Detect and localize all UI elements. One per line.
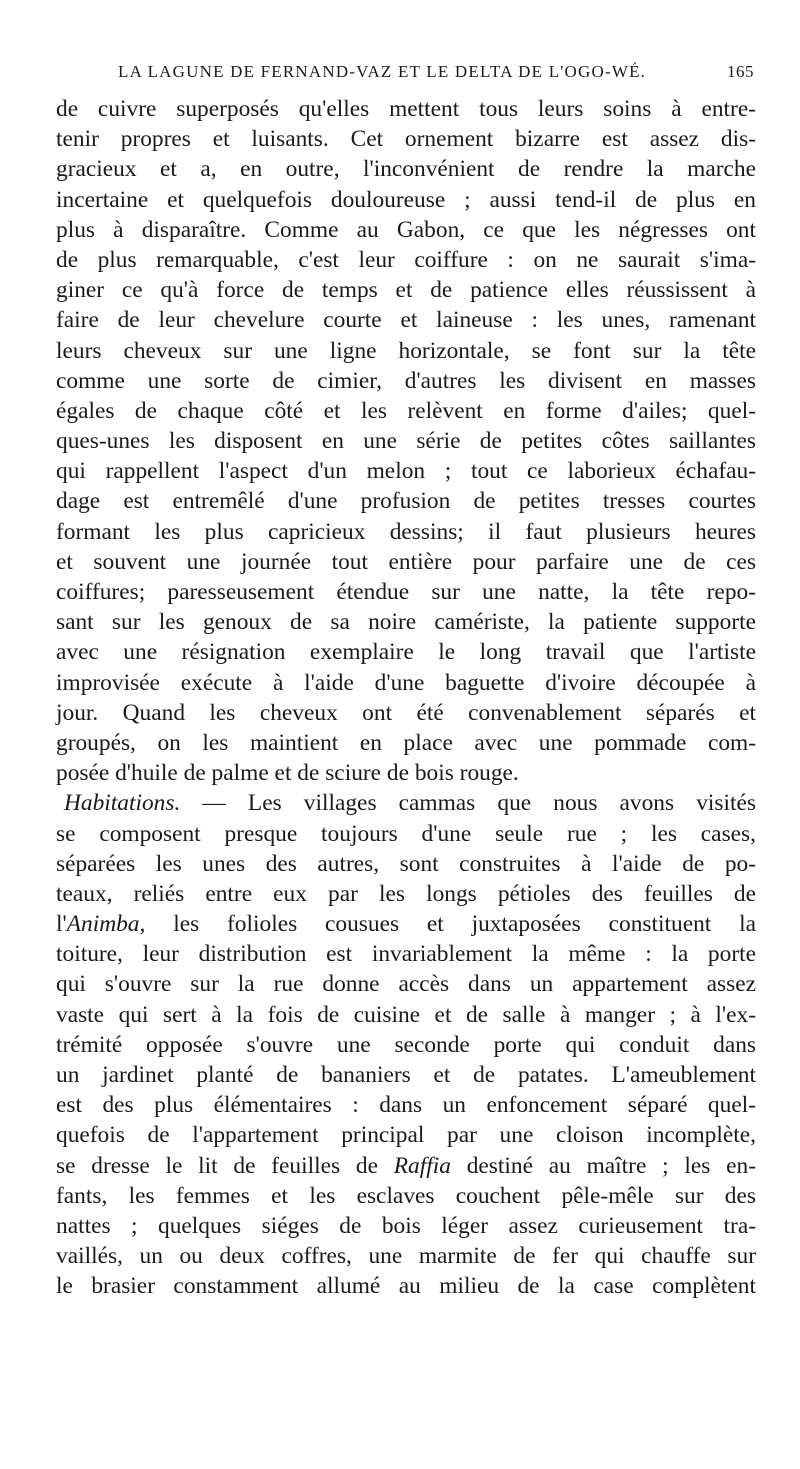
text-line: jour. Quand les cheveux ont été convenablement séparés et <box>56 699 756 726</box>
text-line: se composent presque toujours d'une seule rue ; les cases, <box>56 820 756 847</box>
raffia-line <box>56 1151 756 1181</box>
body-text <box>56 94 756 1302</box>
text-line: tenir propres et luisants. Cet ornement bizarre est assez dis- <box>56 126 756 153</box>
text-line: formant les plus capricieux dessins; il faut plusieurs heures <box>56 518 756 545</box>
text-line: séparées les unes des autres, sont construites à l'aide de po- <box>56 850 756 877</box>
text-line: de plus remarquable, c'est leur coiffure : on ne saurait s'ima- <box>56 246 756 273</box>
text-line: et souvent une journée tout entière pour parfaire une de ces <box>56 548 756 575</box>
text-line: de cuivre superposés qu'elles mettent tous leurs soins à entre- <box>56 96 756 122</box>
text-line: ques-unes les disposent en une série de petites côtes saillantes <box>56 428 756 455</box>
italic-term-animba: Animba, <box>66 911 146 938</box>
book-page <box>56 62 756 1302</box>
running-title: LA LAGUNE DE FERNAND-VAZ ET LE DELTA DE L'OGO-WÉ. <box>118 62 647 81</box>
text-line: égales de chaque côté et les relèvent en forme d'ailes; quel- <box>56 397 756 424</box>
text-fragment: — Les villages cammas que nous avons visités <box>180 790 756 817</box>
text-line: le brasier constamment allumé au milieu de la case complètent <box>56 1273 756 1300</box>
text-line: trémité opposée s'ouvre une seconde porte qui conduit dans <box>56 1031 756 1058</box>
text-line: teaux, reliés entre eux par les longs pétioles des feuilles de <box>56 880 756 907</box>
text-fragment: l' <box>56 911 67 938</box>
text-line: quefois de l'appartement principal par une cloison incomplète, <box>56 1122 756 1149</box>
text-line: giner ce qu'à force de temps et de patience elles réussissent à <box>56 277 756 304</box>
text-line: qui s'ouvre sur la rue donne accès dans un appartement assez <box>56 971 756 998</box>
text-line: nattes ; quelques siéges de bois léger assez curieusement tra- <box>56 1212 756 1239</box>
text-line: un jardinet planté de bananiers et de patates. L'ameublement <box>56 1062 756 1088</box>
paragraph-end-line: posée d'huile de palme et de sciure de bois rouge. <box>56 760 519 787</box>
habitations-first-line <box>56 788 756 818</box>
text-line: groupés, on les maintient en place avec une pommade com- <box>56 729 756 756</box>
text-line: dage est entremêlé d'une profusion de petites tresses courtes <box>56 488 756 515</box>
text-fragment: les folioles cousues et juxtaposées constituent la <box>145 911 756 938</box>
text-line: est des plus élémentaires : dans un enfoncement séparé quel- <box>56 1092 756 1119</box>
text-line: leurs cheveux sur une ligne horizontale, se font sur la tête <box>56 337 756 364</box>
text-line: qui rappellent l'aspect d'un melon ; tout ce laborieux échafau- <box>56 458 756 485</box>
text-line: vaste qui sert à la fois de cuisine et de salle à manger ; à l'ex- <box>56 1001 756 1028</box>
section-heading-habitations: Habitations. <box>64 790 181 817</box>
text-line: gracieux et a, en outre, l'inconvénient de rendre la marche <box>56 156 756 183</box>
page-number: 165 <box>727 62 754 81</box>
text-line: sant sur les genoux de sa noire camériste, la patiente supporte <box>56 609 756 636</box>
text-line: vaillés, un ou deux coffres, une marmite de fer qui chauffe sur <box>56 1243 756 1270</box>
animba-line <box>56 909 756 939</box>
text-line: incertaine et quelquefois douloureuse ; aussi tend-il de plus en <box>56 186 756 213</box>
text-line: avec une résignation exemplaire le long travail que l'artiste <box>56 639 756 666</box>
text-line: comme une sorte de cimier, d'autres les divisent en masses <box>56 367 756 394</box>
italic-term-raffia: Raffia <box>393 1152 451 1179</box>
text-line: faire de leur chevelure courte et laineuse : les unes, ramenant <box>56 307 756 334</box>
text-line: plus à disparaître. Comme au Gabon, ce que les négresses ont <box>56 216 756 243</box>
text-line: fants, les femmes et les esclaves couchent pêle-mêle sur des <box>56 1182 756 1209</box>
text-line: toiture, leur distribution est invariablement la même : la porte <box>56 941 756 968</box>
running-header <box>56 62 756 92</box>
text-fragment: se dresse le lit de feuilles de <box>56 1152 394 1179</box>
text-fragment: destiné au maître ; les en- <box>450 1152 757 1179</box>
text-line: improvisée exécute à l'aide d'une baguette d'ivoire découpée à <box>56 669 756 696</box>
text-line: coiffures; paresseusement étendue sur une natte, la tête repo- <box>56 579 756 605</box>
